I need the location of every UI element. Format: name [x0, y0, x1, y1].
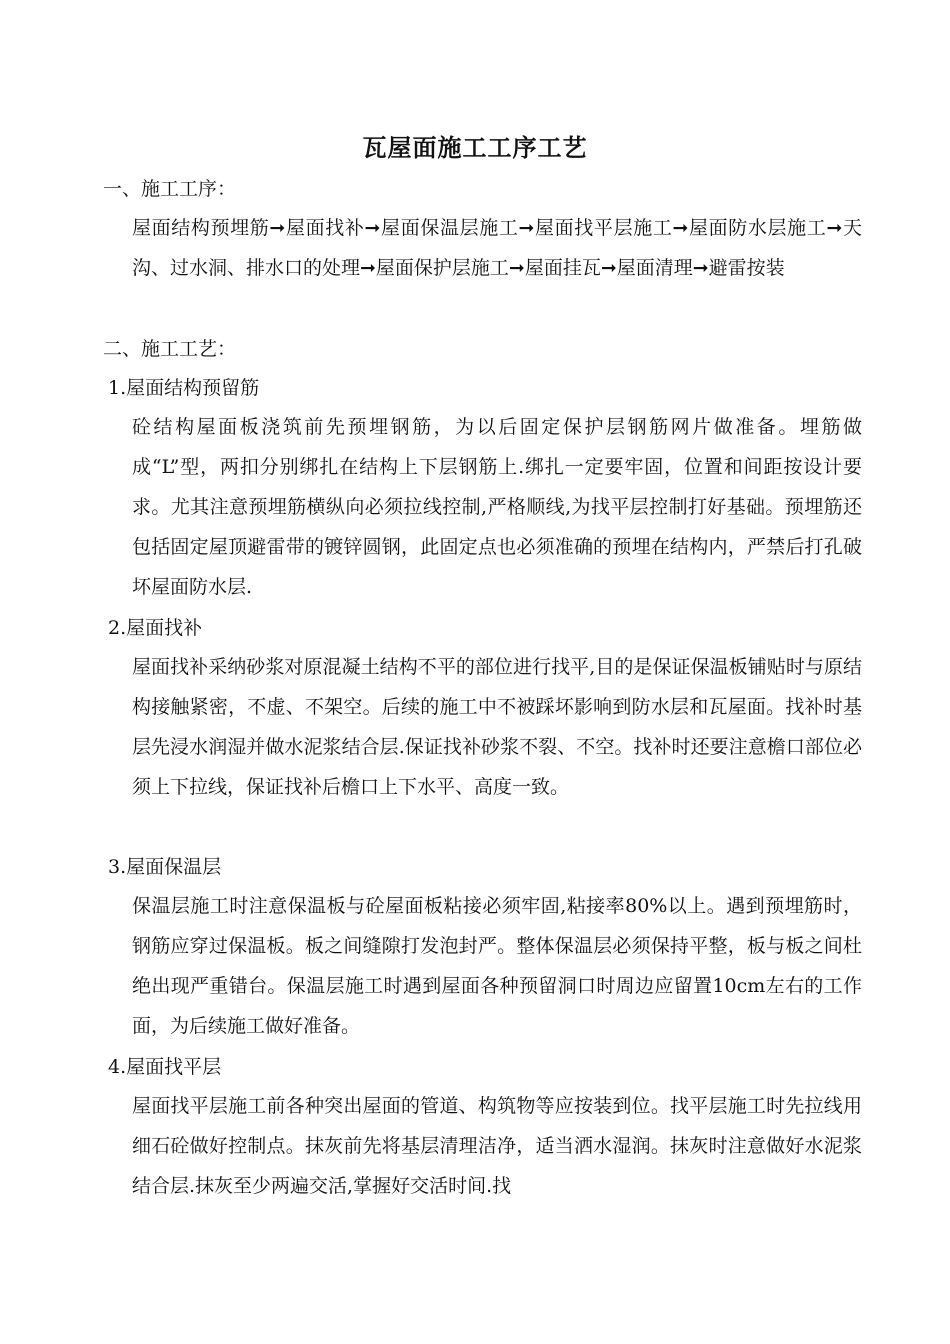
item-heading-4: 4.屋面找平层 [108, 1056, 222, 1078]
item-heading-3: 3.屋面保温层 [108, 856, 222, 878]
item-paragraph-2: 屋面找补采纳砂浆对原混凝土结构不平的部位进行找平,目的是保证保温板铺贴时与原结构接触紧密，不虚、不架空。后续的施工中不被踩坏影响到防水层和瓦屋面。找补时基层先浸水润湿并做水泥浆结合层.保证找补砂浆不裂、不空。找补时还要注意檐口部位必须上下拉线，保证找补后檐口上下水平、高度一致。 [132, 656, 862, 798]
procedure-paragraph: 屋面结构预埋筋➞屋面找补➞屋面保温层施工➞屋面找平层施工➞屋面防水层施工➞天沟、过水洞、排水口的处理➞屋面保护层施工➞屋面挂瓦➞屋面清理➞避雷按装 [132, 217, 862, 279]
item-paragraph-1: 砼结构屋面板浇筑前先预埋钢筋，为以后固定保护层钢筋网片做准备。埋筋做成“L”型，两扣分别绑扎在结构上下层钢筋上.绑扎一定要牢固，位置和间距按设计要求。尤其注意预埋筋横纵向必须拉线控制,严格顺线,为找平层控制打好基础。预埋筋还包括固定屋顶避雷带的镀锌圆钢，此固定点也必须准确的预埋在结构内，严禁后打孔破坏屋面防水层. [132, 416, 862, 598]
item-paragraph-3: 保温层施工时注意保温板与砼屋面板粘接必须牢固,粘接率80%以上。遇到预埋筋时，钢筋应穿过保温板。板之间缝隙打发泡封严。整体保温层必须保持平整，板与板之间杜绝出现严重错台。保温层施工时遇到屋面各种预留洞口时周边应留置10cm左右的工作面，为后续施工做好准备。 [132, 895, 862, 1037]
section-heading-procedure: 一、施工工序： [103, 178, 237, 200]
item-heading-2: 2.屋面找补 [108, 617, 203, 639]
section-heading-technique: 二、施工工艺： [103, 338, 237, 360]
item-paragraph-4: 屋面找平层施工前各种突出屋面的管道、构筑物等应按装到位。找平层施工时先拉线用细石砼做好控制点。抹灰前先将基层清理洁净，适当洒水湿润。抹灰时注意做好水泥浆结合层.抹灰至少两遍交活,掌握好交活时间.找 [132, 1095, 862, 1197]
document-title: 瓦屋面施工工序工艺 [362, 133, 588, 162]
item-heading-1: 1.屋面结构预留筋 [108, 377, 260, 399]
